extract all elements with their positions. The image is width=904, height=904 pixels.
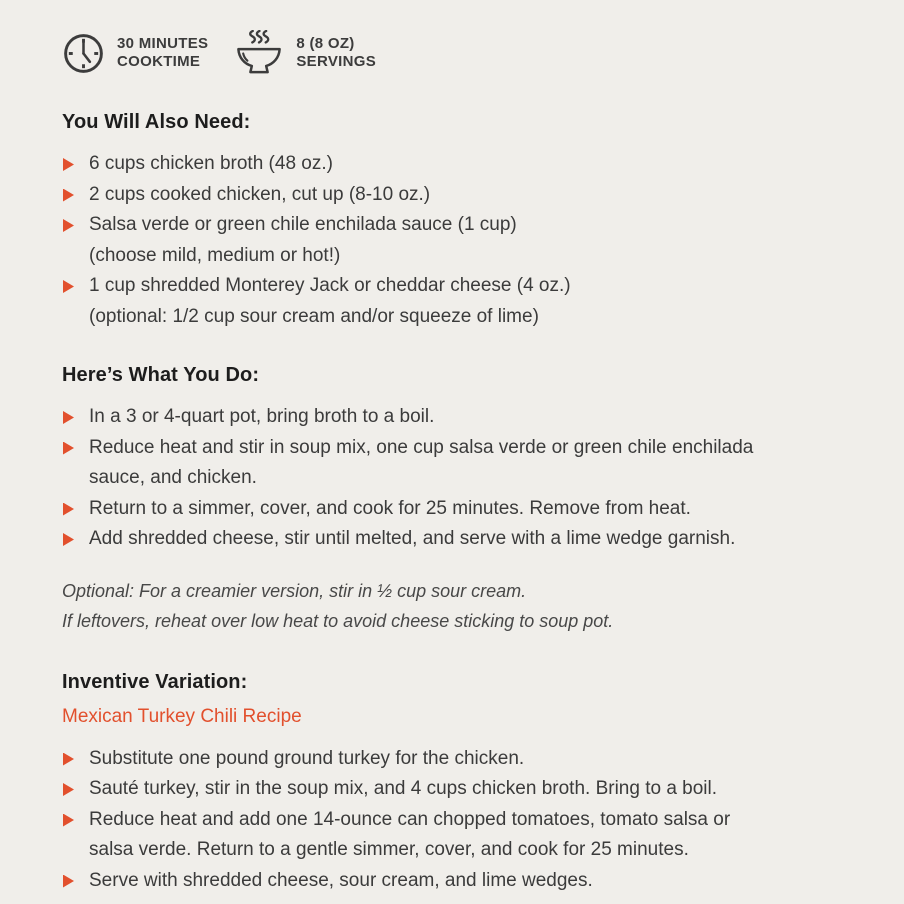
ingredient-item bbox=[62, 149, 846, 180]
variation-step-text: Reduce heat and add one 14-ounce can chopped tomatoes, tomato salsa or salsa verde. Return to a gentle simmer, cover, and cook for 25 minutes. bbox=[89, 808, 731, 860]
variation-step-item bbox=[62, 774, 846, 805]
cooktime-label bbox=[117, 35, 208, 71]
servings-value: 8 (8 OZ) bbox=[296, 35, 355, 52]
step-item bbox=[62, 524, 846, 555]
ingredient-item bbox=[62, 210, 846, 271]
step-text: In a 3 or 4-quart pot, bring broth to a boil. bbox=[89, 406, 435, 427]
variation-step-text: Serve with shredded cheese, sour cream, and lime wedges. bbox=[89, 869, 593, 891]
note-text: Optional: For a creamier version, stir in ½ cup sour cream. bbox=[62, 580, 527, 601]
ingredient-item bbox=[62, 271, 846, 332]
step-item bbox=[62, 402, 846, 433]
cooktime-meta bbox=[62, 32, 208, 75]
notes bbox=[62, 576, 846, 636]
servings-meta bbox=[234, 30, 376, 76]
step-text: Return to a simmer, cover, and cook for 25 minutes. Remove from heat. bbox=[89, 497, 691, 519]
bowl-icon bbox=[234, 30, 284, 76]
meta-row bbox=[62, 30, 846, 76]
variation-step-item bbox=[62, 866, 846, 897]
cooktime-caption: COOKTIME bbox=[117, 53, 201, 70]
step-text: Reduce heat and stir in soup mix, one cup salsa verde or green chile enchilada sauce, and chicken. bbox=[89, 436, 754, 488]
variation-list bbox=[62, 744, 846, 897]
bullet-icon bbox=[63, 219, 74, 232]
ingredient-text: 1 cup shredded Monterey Jack or cheddar cheese (4 oz.) (optional: 1/2 cup sour cream and/or squeeze of lime) bbox=[89, 275, 571, 327]
ingredient-text: 2 cups cooked chicken, cut up (8-10 oz.) bbox=[89, 183, 431, 205]
bullet-icon bbox=[63, 411, 74, 424]
servings-label bbox=[296, 35, 376, 71]
bullet-icon bbox=[63, 503, 74, 516]
bullet-icon bbox=[63, 158, 74, 171]
ingredient-text: Salsa verde or green chile enchilada sauce (1 cup) (choose mild, medium or hot!) bbox=[89, 214, 517, 266]
need-list bbox=[62, 149, 846, 332]
note-text: If leftovers, reheat over low heat to avoid cheese sticking to soup pot. bbox=[62, 610, 614, 631]
variation-step-item bbox=[62, 744, 846, 775]
bullet-icon bbox=[63, 753, 74, 766]
bullet-icon bbox=[63, 442, 74, 455]
variation-step-text: Sauté turkey, stir in the soup mix, and 4 cups chicken broth. Bring to a boil. bbox=[89, 778, 718, 799]
cooktime-value: 30 MINUTES bbox=[117, 35, 209, 52]
ingredient-text: 6 cups chicken broth (48 oz.) bbox=[89, 153, 333, 174]
step-item bbox=[62, 433, 846, 494]
bullet-icon bbox=[63, 875, 74, 888]
bullet-icon bbox=[63, 533, 74, 546]
bullet-icon bbox=[63, 814, 74, 827]
need-heading: You Will Also Need: bbox=[62, 111, 251, 133]
servings-caption: SERVINGS bbox=[296, 53, 377, 70]
ingredient-item bbox=[62, 180, 846, 211]
clock-icon bbox=[62, 32, 105, 75]
variation-heading: Inventive Variation: bbox=[62, 670, 248, 693]
bullet-icon bbox=[63, 280, 74, 293]
variation-subtitle: Mexican Turkey Chili Recipe bbox=[62, 705, 302, 727]
step-item bbox=[62, 494, 846, 525]
steps-list bbox=[62, 402, 846, 555]
bullet-icon bbox=[63, 783, 74, 796]
bullet-icon bbox=[63, 189, 74, 202]
step-text: Add shredded cheese, stir until melted, and serve with a lime wedge garnish. bbox=[89, 528, 736, 549]
steps-heading: Here’s What You Do: bbox=[62, 364, 260, 386]
variation-step-text: Substitute one pound ground turkey for the chicken. bbox=[89, 747, 525, 769]
variation-step-item bbox=[62, 805, 846, 866]
